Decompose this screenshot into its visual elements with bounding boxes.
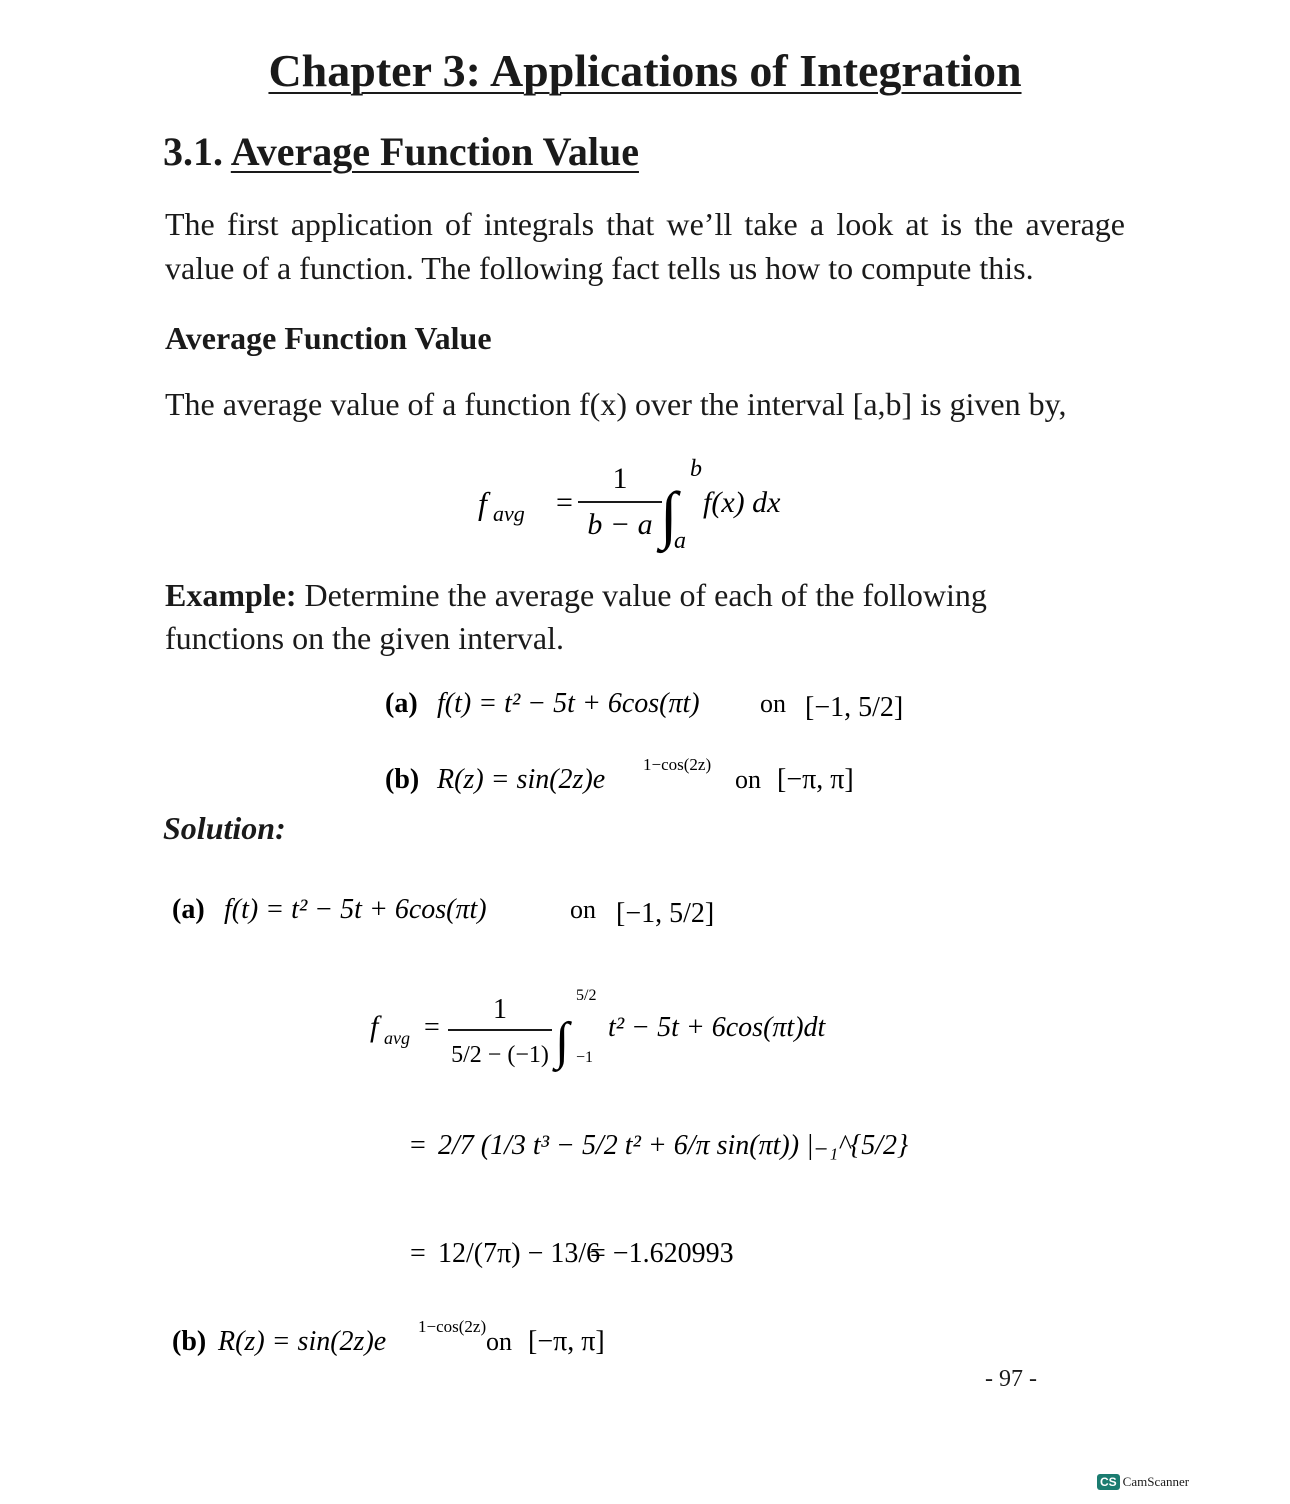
step1-lhs: f (370, 1010, 379, 1043)
problem-a-label: (a) (385, 688, 418, 719)
average-value-formula (460, 450, 840, 560)
formula-upper-limit: b (690, 456, 702, 482)
problem-b-exponent: 1−cos(2z) (643, 755, 712, 774)
problem-a-func: f(t) = t² − 5t + 6cos(πt) (437, 688, 700, 719)
step1-lower: −1 (576, 1049, 594, 1066)
page-number: - 97 - (985, 1366, 1037, 1392)
problem-a-on: on (760, 689, 786, 718)
step1-lhs-sub: avg (384, 1028, 410, 1048)
example-text: Determine the average value of each of the following functions on the given interval. (165, 577, 987, 656)
step2-equals: = (410, 1130, 426, 1161)
solution-label: Solution: (163, 810, 286, 846)
solution-step-3 (410, 1208, 830, 1298)
fact-heading: Average Function Value (165, 320, 492, 356)
step3-expression: 12/(7π) − 13/6 (438, 1238, 601, 1269)
step3-equals: = (410, 1238, 426, 1269)
camscanner-text: CamScanner (1122, 1474, 1190, 1489)
formula-lower-limit: a (674, 528, 686, 554)
step1-numerator: 1 (493, 994, 507, 1025)
solution-b-exponent: 1−cos(2z) (418, 1317, 487, 1336)
problem-a-interval: [−1, 5/2] (805, 692, 904, 723)
problem-b-interval: [−π, π] (777, 764, 854, 795)
solution-a-on: on (570, 895, 596, 924)
section-heading (163, 128, 639, 175)
example-block (165, 574, 1035, 660)
chapter-title: Chapter 3: Applications of Integration (268, 45, 1022, 96)
problem-b-label: (b) (385, 764, 420, 795)
solution-b-func: R(z) = sin(2z)e (218, 1326, 387, 1357)
solution-b-label: (b) (172, 1326, 207, 1357)
step1-denominator: 5/2 − (−1) (451, 1042, 549, 1068)
example-label: Example: (165, 577, 297, 613)
solution-a-heading (172, 866, 732, 956)
fact-text: The average value of a function f(x) over the interval [a,b] is given by, (165, 386, 1067, 422)
solution-b-interval: [−π, π] (528, 1326, 605, 1357)
step1-integrand: t² − 5t + 6cos(πt)dt (608, 1012, 826, 1043)
solution-b-heading (172, 1310, 652, 1370)
step2-expression: 2/7 (1/3 t³ − 5/2 t² + 6/π sin(πt)) |₋₁^{5/2} (438, 1130, 909, 1161)
problem-b-func: R(z) = sin(2z)e (437, 764, 606, 795)
solution-step-1 (360, 978, 880, 1088)
problem-b-on: on (735, 765, 761, 794)
formula-integrand: f(x) dx (703, 486, 781, 519)
section-number: 3.1. (163, 129, 223, 174)
solution-a-func: f(t) = t² − 5t + 6cos(πt) (224, 894, 487, 925)
step1-equals: = (424, 1012, 440, 1043)
equals-sign: = (556, 486, 573, 519)
solution-a-interval: [−1, 5/2] (616, 898, 715, 929)
step1-integral-sign: ∫ (555, 1013, 570, 1070)
solution-step-2 (410, 1090, 909, 1200)
solution-a-label: (a) (172, 894, 205, 925)
formula-denominator: b − a (587, 508, 653, 541)
step1-upper: 5/2 (576, 987, 597, 1004)
camscanner-watermark (1097, 1474, 1189, 1490)
formula-numerator: 1 (612, 462, 628, 495)
integral-sign: ∫ (660, 479, 678, 550)
problem-a (385, 662, 905, 746)
formula-lhs-sub: avg (493, 501, 525, 526)
camscanner-logo-icon: CS (1097, 1474, 1120, 1490)
solution-b-on: on (486, 1327, 512, 1356)
problem-b (385, 748, 905, 808)
intro-paragraph: The first application of integrals that we’ll take a look at is the average value of a function. The following fact tells us how to compute this. (165, 206, 1125, 286)
formula-lhs: f (478, 485, 487, 521)
section-title: Average Function Value (230, 129, 639, 174)
step3-result: = −1.620993 (590, 1238, 734, 1269)
